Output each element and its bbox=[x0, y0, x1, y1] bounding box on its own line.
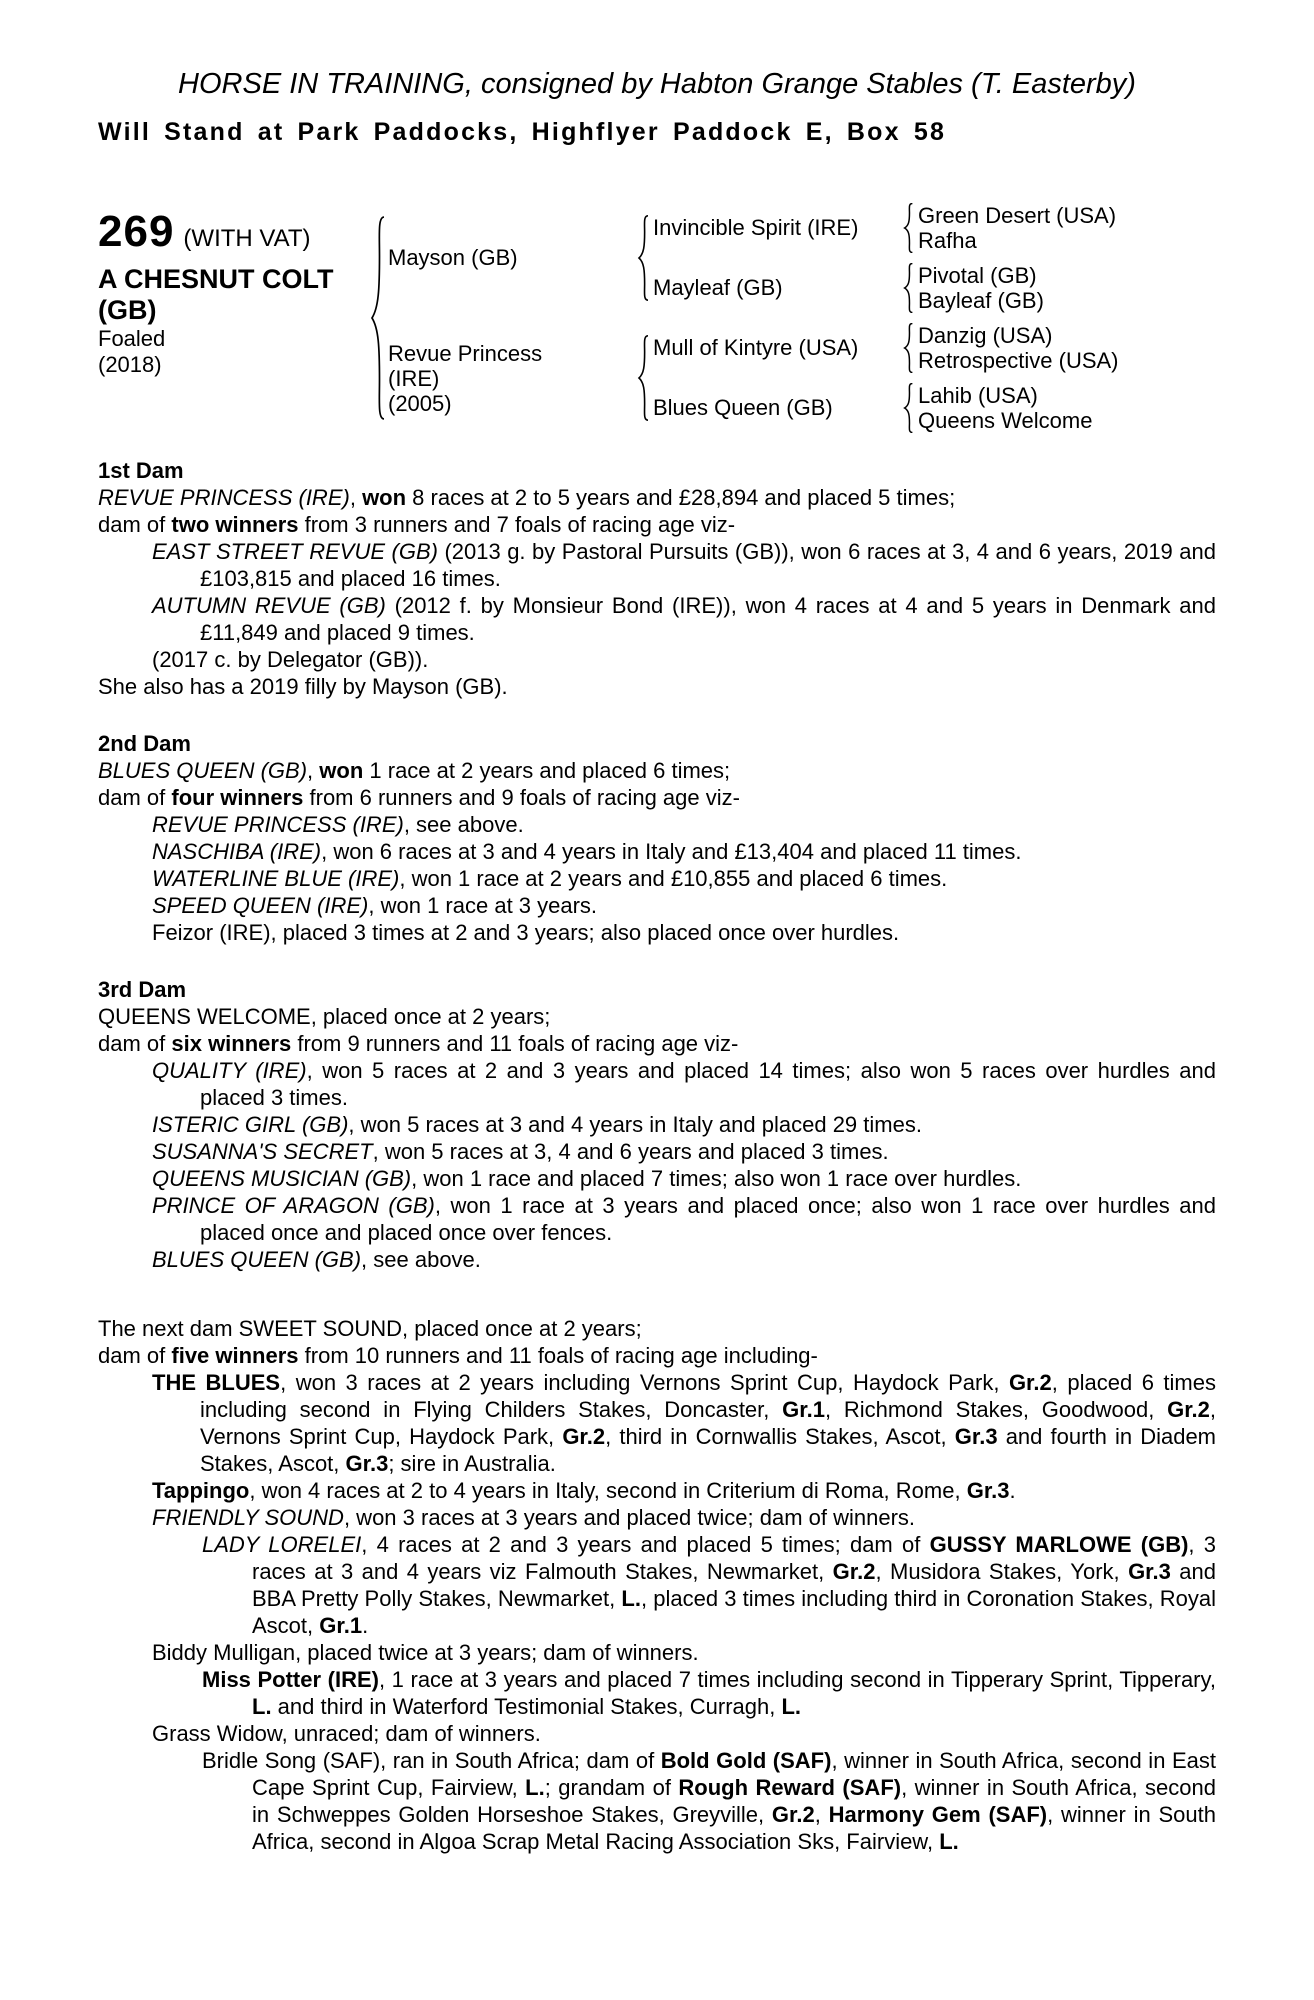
lot-number-line bbox=[98, 207, 368, 257]
lot-number: 269 bbox=[98, 207, 175, 256]
catalogue-paragraph: PRINCE OF ARAGON (GB), won 1 race at 3 years and placed once; also won 1 race over hurdles and placed once and placed once over fences. bbox=[152, 1193, 1216, 1245]
pedigree-grandsire-damside: Mull of Kintyre (USA) bbox=[653, 335, 859, 360]
catalogue-paragraph: (2017 c. by Delegator (GB)). bbox=[152, 647, 429, 672]
catalogue-paragraph: QUEENS MUSICIAN (GB), won 1 race and placed 7 times; also won 1 race over hurdles. bbox=[152, 1166, 1022, 1191]
catalogue-paragraph: Bridle Song (SAF), ran in South Africa; dam of Bold Gold (SAF), winner in South Africa, second in East Cape Sprint Cup, Fairview, L.; grandam of Rough Reward (SAF), winner in South Africa, second in Schweppes Golden Horseshoe Stakes, Greyville, Gr.2, Harmony Gem (SAF), winner in South Africa, second in Algoa Scrap Metal Racing Association Sks, Fairview, L. bbox=[202, 1748, 1216, 1854]
pedigree-table bbox=[98, 203, 1216, 433]
catalogue-paragraph: BLUES QUEEN (GB), see above. bbox=[152, 1247, 481, 1272]
pedigree-section bbox=[98, 976, 1216, 1273]
pedigree-brace-main bbox=[368, 203, 388, 433]
section-heading: 1st Dam bbox=[98, 458, 184, 483]
catalogue-paragraph: FRIENDLY SOUND, won 3 races at 3 years and placed twice; dam of winners. bbox=[152, 1505, 916, 1530]
pedigree-great-grandparent: Retrospective (USA) bbox=[918, 348, 1119, 373]
catalogue-paragraph: AUTUMN REVUE (GB) (2012 f. by Monsieur Bond (IRE)), won 4 races at 4 and 5 years in Denmark and £11,849 and placed 9 times. bbox=[152, 593, 1216, 645]
catalogue-paragraph: dam of five winners from 10 runners and 11 foals of racing age including- bbox=[98, 1343, 818, 1368]
pedigree-dam-name: Revue Princess bbox=[388, 340, 543, 366]
pedigree-sections bbox=[98, 457, 1216, 1855]
catalogue-paragraph: QUALITY (IRE), won 5 races at 2 and 3 years and placed 14 times; also won 5 races over hurdles and placed 3 times. bbox=[152, 1058, 1217, 1110]
pedigree-great-grandparent: Lahib (USA) bbox=[918, 383, 1038, 408]
catalogue-paragraph: ISTERIC GIRL (GB), won 5 races at 3 and 4 years in Italy and placed 29 times. bbox=[152, 1112, 922, 1137]
pedigree-brace-small bbox=[898, 383, 918, 433]
catalogue-paragraph: Tappingo, won 4 races at 2 to 4 years in Italy, second in Criterium di Roma, Rome, Gr.3. bbox=[152, 1478, 1016, 1503]
catalogue-paragraph: The next dam SWEET SOUND, placed once at 2 years; bbox=[98, 1316, 642, 1341]
catalogue-paragraph: WATERLINE BLUE (IRE), won 1 race at 2 years and £10,855 and placed 6 times. bbox=[152, 866, 948, 891]
pedigree-granddam-damside: Blues Queen (GB) bbox=[653, 395, 833, 420]
catalogue-paragraph: Grass Widow, unraced; dam of winners. bbox=[152, 1721, 541, 1746]
pedigree-brace-small bbox=[898, 323, 918, 373]
pedigree-brace-small bbox=[898, 263, 918, 313]
section-heading: 3rd Dam bbox=[98, 977, 187, 1002]
page-title: HORSE IN TRAINING, consigned by Habton Grange Stables (T. Easterby) bbox=[178, 68, 1136, 100]
catalogue-paragraph: dam of four winners from 6 runners and 9 foals of racing age viz- bbox=[98, 785, 740, 810]
lot-info bbox=[98, 203, 368, 433]
catalogue-paragraph: She also has a 2019 filly by Mayson (GB). bbox=[98, 674, 508, 699]
pedigree-granddam: Mayleaf (GB) bbox=[653, 275, 783, 300]
horse-name-line1: A CHESNUT COLT bbox=[98, 264, 334, 294]
pedigree-section bbox=[98, 1315, 1216, 1855]
pedigree-great-grandparent: Bayleaf (GB) bbox=[918, 288, 1044, 313]
catalogue-paragraph: Biddy Mulligan, placed twice at 3 years; dam of winners. bbox=[152, 1640, 699, 1665]
pedigree-brace-dam bbox=[633, 323, 653, 433]
catalogue-paragraph: Miss Potter (IRE), 1 race at 3 years and placed 7 times including second in Tipperary Sprint, Tipperary, L. and third in Waterford Testimonial Stakes, Curragh, L. bbox=[202, 1667, 1216, 1719]
horse-name bbox=[98, 264, 368, 326]
pedigree-great-grandparent: Rafha bbox=[918, 228, 977, 253]
catalogue-paragraph: REVUE PRINCESS (IRE), won 8 races at 2 to 5 years and £28,894 and placed 5 times; bbox=[98, 485, 956, 510]
catalogue-paragraph: LADY LORELEI, 4 races at 2 and 3 years and placed 5 times; dam of GUSSY MARLOWE (GB), 3 races at 3 and 4 years viz Falmouth Stakes, Newmarket, Gr.2, Musidora Stakes, York, Gr.3 and BBA Pretty Polly Stakes, Newmarket, L., placed 3 times including third in Coronation Stakes, Royal Ascot, Gr.1. bbox=[202, 1532, 1217, 1638]
catalogue-paragraph: NASCHIBA (IRE), won 6 races at 3 and 4 years in Italy and £13,404 and placed 11 times. bbox=[152, 839, 1022, 864]
pedigree-sire: Mayson (GB) bbox=[388, 245, 518, 270]
section-heading: 2nd Dam bbox=[98, 731, 191, 756]
vat-note: (WITH VAT) bbox=[183, 225, 311, 252]
catalogue-paragraph: EAST STREET REVUE (GB) (2013 g. by Pastoral Pursuits (GB)), won 6 races at 3, 4 and 6 years, 2019 and £103,815 and placed 16 times. bbox=[152, 539, 1216, 591]
catalogue-paragraph: dam of two winners from 3 runners and 7 foals of racing age viz- bbox=[98, 512, 736, 537]
pedigree-great-grandparent: Queens Welcome bbox=[918, 408, 1093, 433]
catalogue-paragraph: Feizor (IRE), placed 3 times at 2 and 3 years; also placed once over hurdles. bbox=[152, 920, 900, 945]
pedigree-brace-small bbox=[898, 203, 918, 253]
pedigree-dam bbox=[388, 323, 633, 433]
foaled-label: Foaled bbox=[98, 326, 166, 351]
horse-name-line2: (GB) bbox=[98, 295, 157, 325]
pedigree-great-grandparent: Green Desert (USA) bbox=[918, 203, 1117, 228]
foaled-year: (2018) bbox=[98, 352, 162, 377]
pedigree-dam-year: (2005) bbox=[388, 390, 452, 416]
pedigree-brace-sire bbox=[633, 203, 653, 313]
stand-location-line: Will Stand at Park Paddocks, Highflyer Paddock E, Box 58 bbox=[98, 118, 947, 146]
catalogue-paragraph: BLUES QUEEN (GB), won 1 race at 2 years and placed 6 times; bbox=[98, 758, 731, 783]
catalogue-paragraph: dam of six winners from 9 runners and 11 foals of racing age viz- bbox=[98, 1031, 739, 1056]
catalogue-paragraph: REVUE PRINCESS (IRE), see above. bbox=[152, 812, 524, 837]
pedigree-dam-country: (IRE) bbox=[388, 365, 440, 391]
pedigree-section bbox=[98, 457, 1216, 700]
pedigree-great-grandparent: Pivotal (GB) bbox=[918, 263, 1037, 288]
catalogue-paragraph: THE BLUES, won 3 races at 2 years including Vernons Sprint Cup, Haydock Park, Gr.2, placed 6 times including second in Flying Childers Stakes, Doncaster, Gr.1, Richmond Stakes, Goodwood, Gr.2, Vernons Sprint Cup, Haydock Park, Gr.2, third in Cornwallis Stakes, Ascot, Gr.3 and fourth in Diadem Stakes, Ascot, Gr.3; sire in Australia. bbox=[152, 1370, 1217, 1476]
catalogue-paragraph: SPEED QUEEN (IRE), won 1 race at 3 years. bbox=[152, 893, 598, 918]
pedigree-section bbox=[98, 730, 1216, 946]
pedigree-grandsire: Invincible Spirit (IRE) bbox=[653, 215, 859, 240]
catalogue-paragraph: QUEENS WELCOME, placed once at 2 years; bbox=[98, 1004, 551, 1029]
pedigree-great-grandparent: Danzig (USA) bbox=[918, 323, 1053, 348]
catalogue-paragraph: SUSANNA'S SECRET, won 5 races at 3, 4 and 6 years and placed 3 times. bbox=[152, 1139, 889, 1164]
